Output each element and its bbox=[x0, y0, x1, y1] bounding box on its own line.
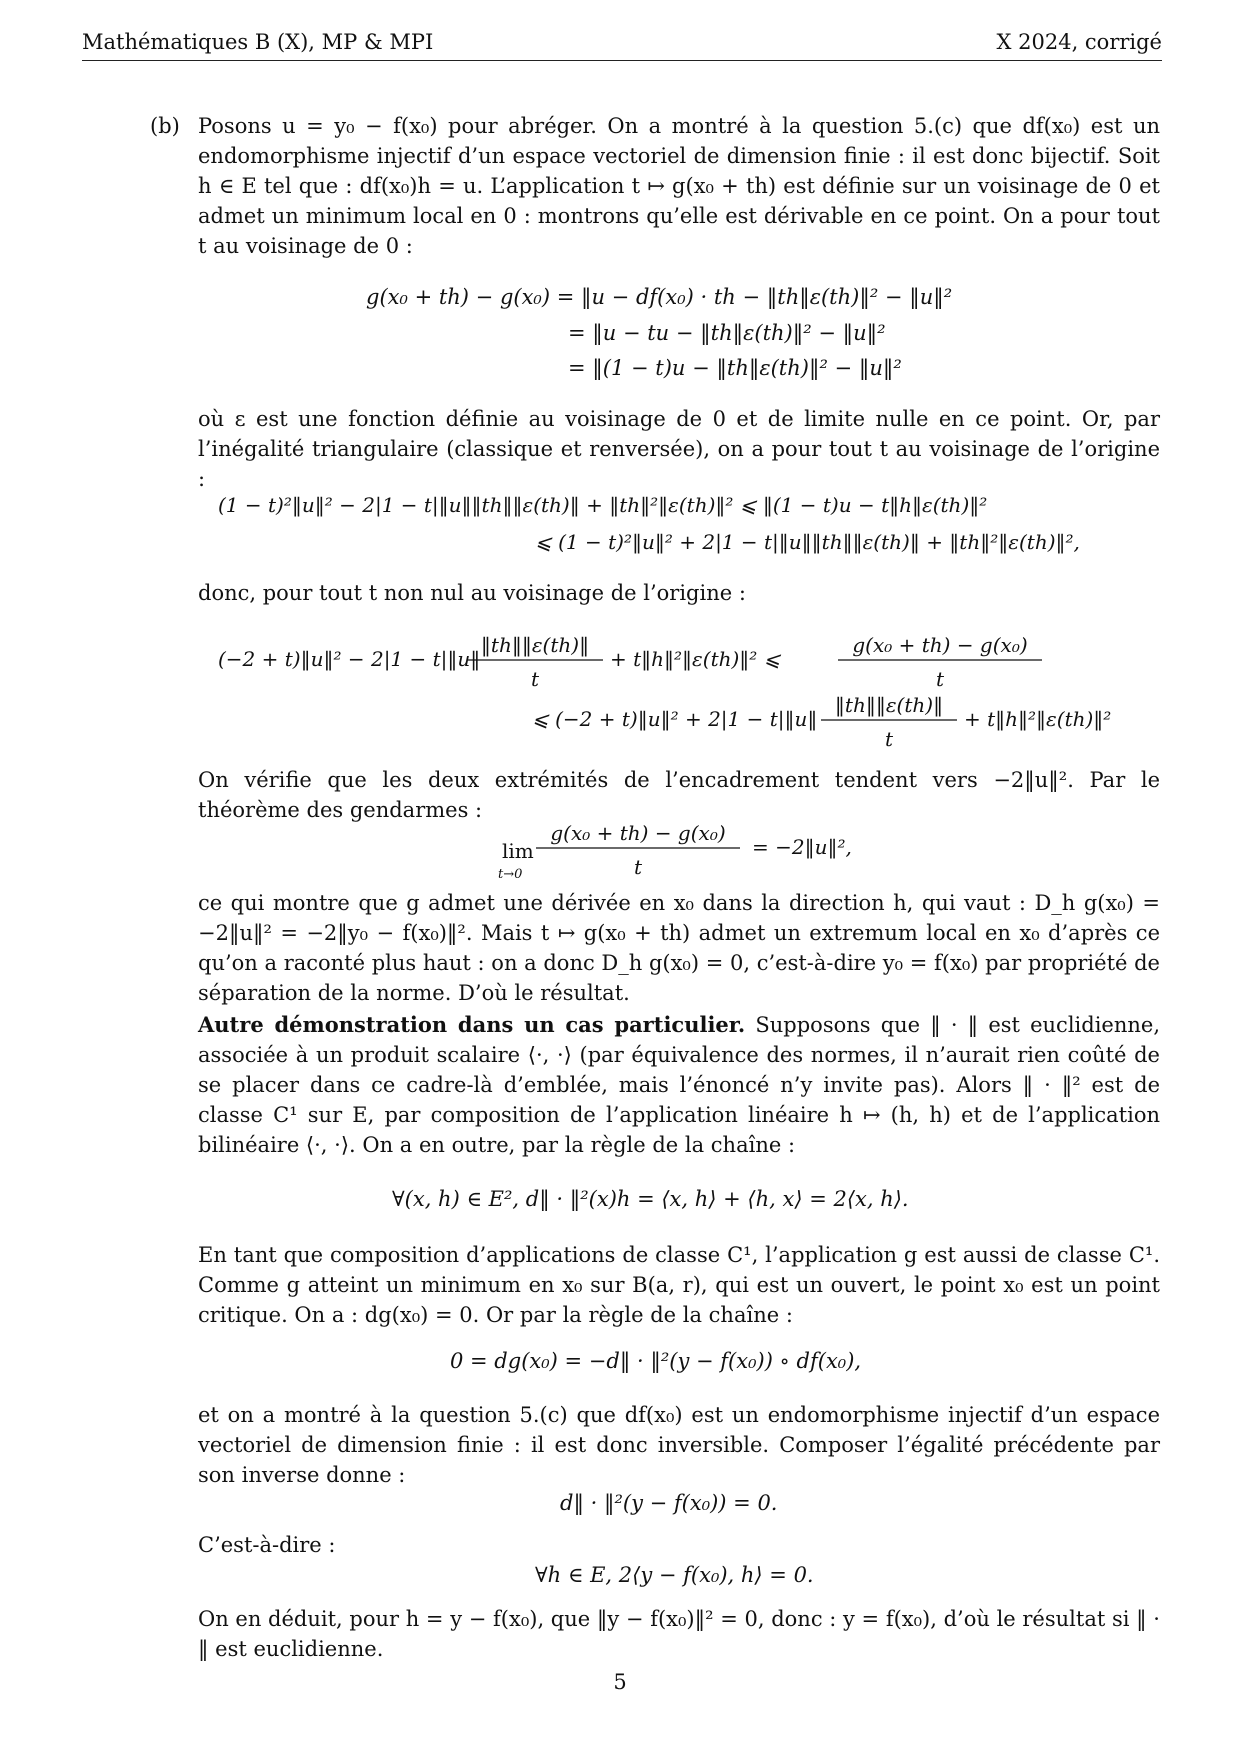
paragraph-9: C’est-à-dire : bbox=[198, 1533, 336, 1557]
equation-8: ∀h ∈ E, 2⟨y − f(x₀), h⟩ = 0. bbox=[535, 1563, 814, 1587]
equation-1-line-1: g(x₀ + th) − g(x₀) = ‖u − df(x₀) · th − ‖th‖ε(th)‖² − ‖u‖² bbox=[366, 285, 953, 309]
eq3-frac-c-num: ‖th‖‖ε(th)‖ bbox=[834, 693, 944, 717]
eq3-frac-a-num: ‖th‖‖ε(th)‖ bbox=[480, 633, 590, 657]
eq3-prefix: (−2 + t)‖u‖² − 2|1 − t|‖u‖ bbox=[218, 647, 481, 671]
equation-2-line-1: (1 − t)²‖u‖² − 2|1 − t|‖u‖‖th‖‖ε(th)‖ + ‖th‖²‖ε(th)‖² ⩽ ‖(1 − t)u − t‖h‖ε(th)‖² bbox=[218, 493, 988, 517]
eq3-mid: + t‖h‖²‖ε(th)‖² ⩽ bbox=[610, 647, 781, 671]
eq4-subscript: t→0 bbox=[498, 867, 523, 882]
equation-1-line-3: = ‖(1 − t)u − ‖th‖ε(th)‖² − ‖u‖² bbox=[568, 356, 902, 380]
eq3-frac-b-num: g(x₀ + th) − g(x₀) bbox=[852, 633, 1028, 657]
header-right: X 2024, corrigé bbox=[996, 30, 1162, 54]
paragraph-2: où ε est une fonction définie au voisinage de 0 et de limite nulle en ce point. Or, par l’inégalité triangulaire (classique et renversée), on a pour tout t au voisinage de l’origine : bbox=[198, 407, 1160, 491]
eq4-rhs: = −2‖u‖², bbox=[752, 835, 852, 859]
equation-7: d‖ · ‖²(y − f(x₀)) = 0. bbox=[560, 1491, 778, 1515]
equation-4 bbox=[490, 818, 870, 888]
equation-1-line-2: = ‖u − tu − ‖th‖ε(th)‖² − ‖u‖² bbox=[568, 321, 886, 345]
paragraph-6-bold: Autre démonstration dans un cas particulier. bbox=[198, 1012, 746, 1037]
eq4-den: t bbox=[633, 855, 643, 879]
page-header bbox=[82, 30, 1162, 61]
paragraph-6 bbox=[198, 1010, 1160, 1160]
eq4-num: g(x₀ + th) − g(x₀) bbox=[550, 821, 726, 845]
equation-5: ∀(x, h) ∈ E², d‖ · ‖²(x)h = ⟨x, h⟩ + ⟨h, x⟩ = 2⟨x, h⟩. bbox=[392, 1187, 909, 1211]
page-number: 5 bbox=[613, 1670, 627, 1694]
equation-6: 0 = dg(x₀) = −d‖ · ‖²(y − f(x₀)) ∘ df(x₀), bbox=[450, 1349, 862, 1373]
paragraph-1: Posons u = y₀ − f(x₀) pour abréger. On a montré à la question 5.(c) que df(x₀) est un endomorphisme injectif d’un espace vectoriel de dimension finie : il est donc bijectif. Soit h ∈ E tel que : df(x₀)h = u. L’application t ↦ g(x₀ + th) est définie sur un voisinage de 0 et admet un minimum local en 0 : montrons qu’elle est dérivable en ce point. On a pour tout t au voisinage de 0 : bbox=[198, 114, 1160, 258]
paragraph-7: En tant que composition d’applications de classe C¹, l’application g est aussi de classe C¹. Comme g atteint un minimum en x₀ sur B(a, r), qui est un ouvert, le point x₀ est un point critique. On a : dg(x₀) = 0. Or par la règle de la chaîne : bbox=[198, 1243, 1160, 1327]
paragraph-4: On vérifie que les deux extrémités de l’encadrement tendent vers −2‖u‖². Par le théorème des gendarmes : bbox=[198, 768, 1160, 822]
eq3-frac-a-den: t bbox=[530, 667, 540, 691]
eq4-lim: lim bbox=[502, 839, 534, 863]
paragraph-5: ce qui montre que g admet une dérivée en x₀ dans la direction h, qui vaut : D_h g(x₀) = −2‖u‖² = −2‖y₀ − f(x₀)‖². Mais t ↦ g(x₀ + th) admet un extremum local en x₀ d’après ce qu’on a raconté plus haut : on a donc D_h g(x₀) = 0, c’est-à-dire y₀ = f(x₀) par propriété de séparation de la norme. D’où le résultat. bbox=[198, 891, 1160, 1005]
eq3-frac-b-den: t bbox=[935, 667, 945, 691]
header-left: Mathématiques B (X), MP & MPI bbox=[82, 30, 434, 54]
paragraph-6-text: Supposons que ‖ · ‖ est euclidienne, associée à un produit scalaire ⟨·, ·⟩ (par équivalence des normes, il n’aurait rien coûté de se placer dans ce cadre-là d’emblée, mais l’énoncé n’y invite pas). Alors ‖ · ‖² est de classe C¹ sur E, par composition de l’application linéaire h ↦ (h, h) et de l’application bilinéaire ⟨·, ·⟩. On a en outre, par la règle de la chaîne : bbox=[198, 1013, 1160, 1157]
equation-2-line-2: ⩽ (1 − t)²‖u‖² + 2|1 − t|‖u‖‖th‖‖ε(th)‖ + ‖th‖²‖ε(th)‖², bbox=[535, 530, 1080, 554]
item-label: (b) bbox=[150, 114, 180, 138]
eq3-second-suffix: + t‖h‖²‖ε(th)‖² bbox=[964, 707, 1112, 731]
eq3-second-prefix: ⩽ (−2 + t)‖u‖² + 2|1 − t|‖u‖ bbox=[532, 707, 818, 731]
eq3-frac-c-den: t bbox=[884, 727, 894, 751]
paragraph-3: donc, pour tout t non nul au voisinage de l’origine : bbox=[198, 581, 746, 605]
paragraph-8: et on a montré à la question 5.(c) que df(x₀) est un endomorphisme injectif d’un espace vectoriel de dimension finie : il est donc inversible. Composer l’égalité précédente par son inverse donne : bbox=[198, 1403, 1160, 1487]
equation-3 bbox=[210, 630, 1170, 755]
paragraph-10: On en déduit, pour h = y − f(x₀), que ‖y − f(x₀)‖² = 0, donc : y = f(x₀), d’où le résultat si ‖ · ‖ est euclidienne. bbox=[198, 1607, 1160, 1661]
